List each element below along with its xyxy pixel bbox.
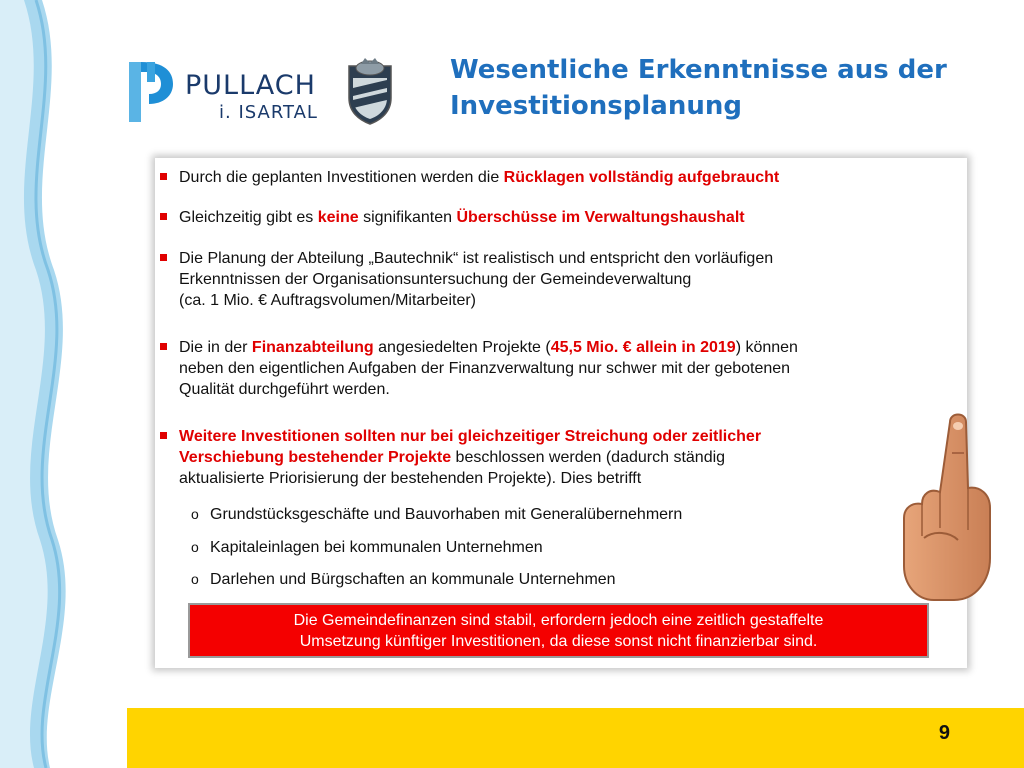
bullet-item: Durch die geplanten Investitionen werden die Rücklagen vollständig aufgebraucht — [179, 167, 959, 188]
title-line-1: Wesentliche Erkenntnisse aus der — [450, 55, 947, 85]
bullet-item: Weitere Investitionen sollten nur bei gleichzeitiger Streichung oder zeitlicher Verschiebung bestehender Projekte beschlossen werden (dadurch ständig aktualisierte Priorisierung der bestehenden Projekte). Dies betrifft — [179, 426, 959, 489]
red-square-bullet-icon — [160, 254, 167, 261]
circle-bullet-icon: o — [191, 506, 199, 522]
red-square-bullet-icon — [160, 173, 167, 180]
coat-of-arms-icon — [339, 58, 401, 126]
sub-list-item: o Grundstücksgeschäfte und Bauvorhaben mit Generalübernehmern — [191, 506, 683, 523]
red-square-bullet-icon — [160, 213, 167, 220]
bullet-item: Gleichzeitig gibt es keine signifikanten Überschüsse im Verwaltungshaushalt — [179, 207, 959, 228]
logo-subtitle: i. ISARTAL — [219, 102, 318, 123]
sub-list-item: o Darlehen und Bürgschaften an kommunale Unternehmen — [191, 571, 616, 588]
circle-bullet-icon: o — [191, 571, 199, 587]
decorative-wave — [0, 0, 125, 768]
page-number: 9 — [938, 722, 950, 744]
pointing-hand-icon — [894, 408, 994, 608]
bullet-item: Die Planung der Abteilung „Bautechnik“ ist realistisch und entspricht den vorläufigen Erkenntnissen der Organisationsuntersuchung der Gemeindeverwaltung (ca. 1 Mio. € Auftragsvolumen/Mitarbeiter) — [179, 248, 959, 311]
red-square-bullet-icon — [160, 432, 167, 439]
red-square-bullet-icon — [160, 343, 167, 350]
slide-title — [450, 52, 970, 124]
footer-bar — [127, 708, 1024, 768]
content-box — [155, 158, 967, 668]
circle-bullet-icon: o — [191, 539, 199, 555]
bullet-item: Die in der Finanzabteilung angesiedelten Projekte (45,5 Mio. € allein in 2019) können neben den eigentlichen Aufgaben der Finanzverwaltung nur schwer mit der gebotenen Qualität durchgeführt werden. — [179, 337, 959, 400]
title-line-2: Investitionsplanung — [450, 91, 742, 121]
callout-line-2: Umsetzung künftiger Investitionen, da diese sonst nicht finanzierbar sind. — [299, 633, 818, 650]
callout-line-1: Die Gemeindefinanzen sind stabil, erfordern jedoch eine zeitlich gestaffelte — [293, 612, 824, 629]
conclusion-callout — [188, 603, 929, 658]
pullach-p-logo-icon — [127, 60, 175, 124]
logo-name: PULLACH — [185, 70, 316, 101]
pullach-logo — [127, 58, 407, 128]
sub-list-item: o Kapitaleinlagen bei kommunalen Unternehmen — [191, 539, 543, 556]
